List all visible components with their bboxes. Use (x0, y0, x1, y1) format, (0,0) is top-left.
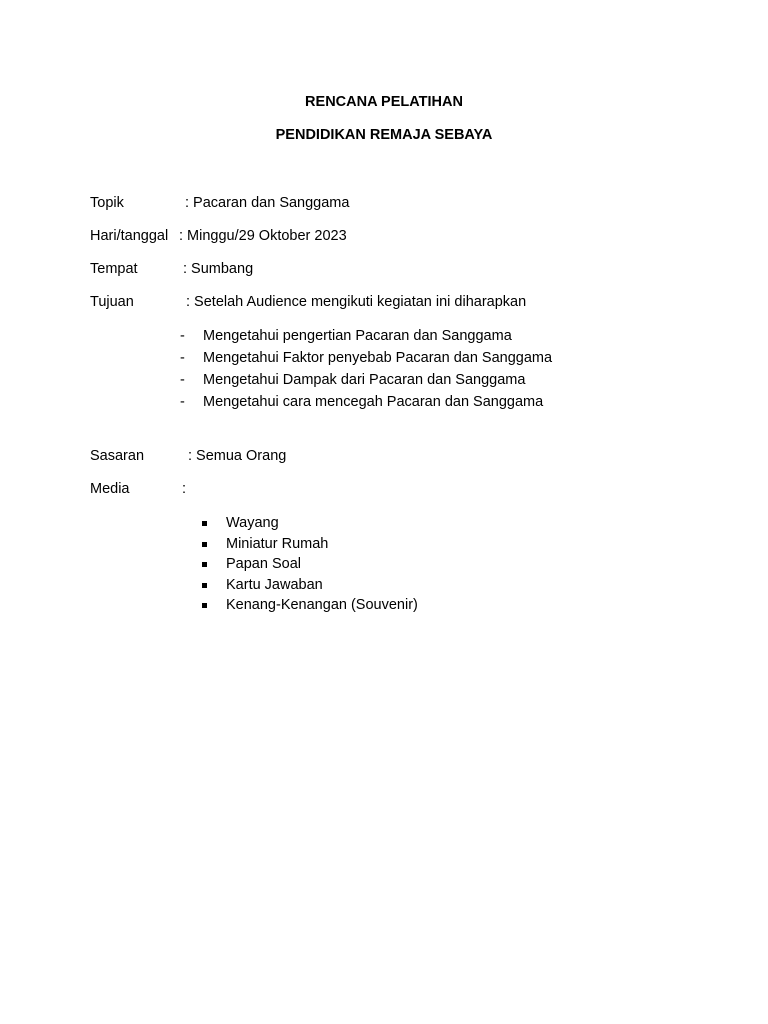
dash-marker: - (180, 372, 185, 388)
field-label-sasaran: Sasaran (90, 448, 145, 464)
field-label-hari-tanggal: Hari/tanggal (90, 228, 169, 244)
field-value-media: : (182, 481, 187, 497)
square-bullet-icon (202, 521, 207, 526)
dash-marker: - (180, 328, 185, 344)
square-bullet-icon (202, 603, 207, 608)
field-label-media: Media (90, 481, 130, 497)
field-label-tempat: Tempat (90, 261, 138, 277)
square-bullet-icon (202, 583, 207, 588)
field-value-sasaran: : Semua Orang (188, 448, 287, 464)
list-item-text: Wayang (226, 515, 279, 531)
field-value-tempat: : Sumbang (183, 261, 254, 277)
field-label-tujuan: Tujuan (90, 294, 134, 310)
document-subtitle: PENDIDIKAN REMAJA SEBAYA (275, 127, 493, 143)
document-title: RENCANA PELATIHAN (305, 94, 463, 110)
field-label-topik: Topik (90, 195, 124, 211)
field-value-topik: : Pacaran dan Sanggama (185, 195, 350, 211)
list-item-text: Mengetahui cara mencegah Pacaran dan Sanggama (203, 394, 544, 410)
square-bullet-icon (202, 562, 207, 567)
list-item-text: Kenang-Kenangan (Souvenir) (226, 597, 418, 613)
field-value-hari-tanggal: : Minggu/29 Oktober 2023 (179, 228, 347, 244)
square-bullet-icon (202, 542, 207, 547)
list-item-text: Papan Soal (226, 556, 301, 572)
list-item-text: Mengetahui Faktor penyebab Pacaran dan Sanggama (203, 350, 553, 366)
field-value-tujuan: : Setelah Audience mengikuti kegiatan ini diharapkan (186, 294, 527, 310)
list-item-text: Mengetahui Dampak dari Pacaran dan Sanggama (203, 372, 526, 388)
list-item-text: Kartu Jawaban (226, 576, 323, 593)
list-item-text: Miniatur Rumah (226, 535, 329, 552)
list-item-text: Mengetahui pengertian Pacaran dan Sanggama (203, 328, 512, 344)
dash-marker: - (180, 394, 185, 410)
dash-marker: - (180, 350, 185, 366)
